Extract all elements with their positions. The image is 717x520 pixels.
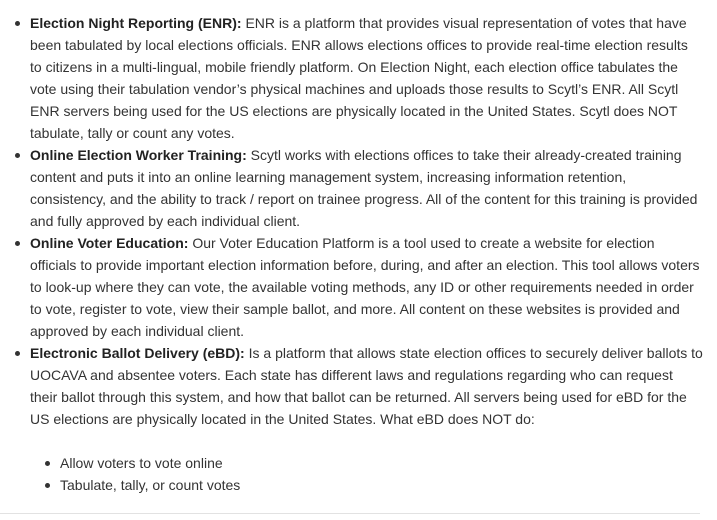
paragraph-spacer bbox=[30, 430, 703, 452]
list-item-ebd bbox=[0, 342, 703, 452]
term-ebd: Electronic Ballot Delivery (eBD): bbox=[30, 345, 245, 361]
services-list bbox=[0, 12, 703, 452]
description-enr: ENR is a platform that provides visual representation of votes that have been tabulated by local elections officials. ENR allows elections offices to provide real-time election results to citizens in a multi-lingual, mobile friendly platform. On Election Night, each election office tabulates the vote using their tabulation vendor’s physical machines and uploads those results to Scytl’s ENR. All Scytl ENR servers being used for the US elections are physically located in the United States. Scytl does NOT tabulate, tally or count any votes. bbox=[30, 15, 688, 141]
sub-list-item: Allow voters to vote online bbox=[0, 452, 703, 474]
description-ebd: Is a platform that allows state election offices to securely deliver ballots to UOCAVA and absentee voters. Each state has different laws and regulations regarding who can request their ballot through this system, and how that ballot can be returned. All servers being used for eBD for the US elections are physically located in the United States. What eBD does NOT do: bbox=[30, 345, 703, 427]
sub-list-item: Tabulate, tally, or count votes bbox=[0, 474, 703, 496]
document-body bbox=[0, 12, 703, 496]
description-worker-training: Scytl works with elections offices to take their already-created training content and puts it into an online learning management system, increasing information retention, consistency, and the ability to track / report on trainee progress. All of the content for this training is provided and fully approved by each individual client. bbox=[30, 147, 698, 229]
ebd-does-not-list bbox=[0, 452, 703, 496]
list-item-worker-training bbox=[0, 144, 703, 232]
bottom-divider bbox=[0, 513, 700, 514]
term-enr: Election Night Reporting (ENR): bbox=[30, 15, 242, 31]
term-worker-training: Online Election Worker Training: bbox=[30, 147, 247, 163]
list-item-enr bbox=[0, 12, 703, 144]
term-voter-education: Online Voter Education: bbox=[30, 235, 189, 251]
list-item-voter-education bbox=[0, 232, 703, 342]
description-voter-education: Our Voter Education Platform is a tool used to create a website for election officials to provide important election information before, during, and after an election. This tool allows voters to look-up where they can vote, the available voting methods, any ID or other requirements needed in order to vote, register to vote, view their sample ballot, and more. All content on these websites is provided and approved by each individual client. bbox=[30, 235, 700, 339]
